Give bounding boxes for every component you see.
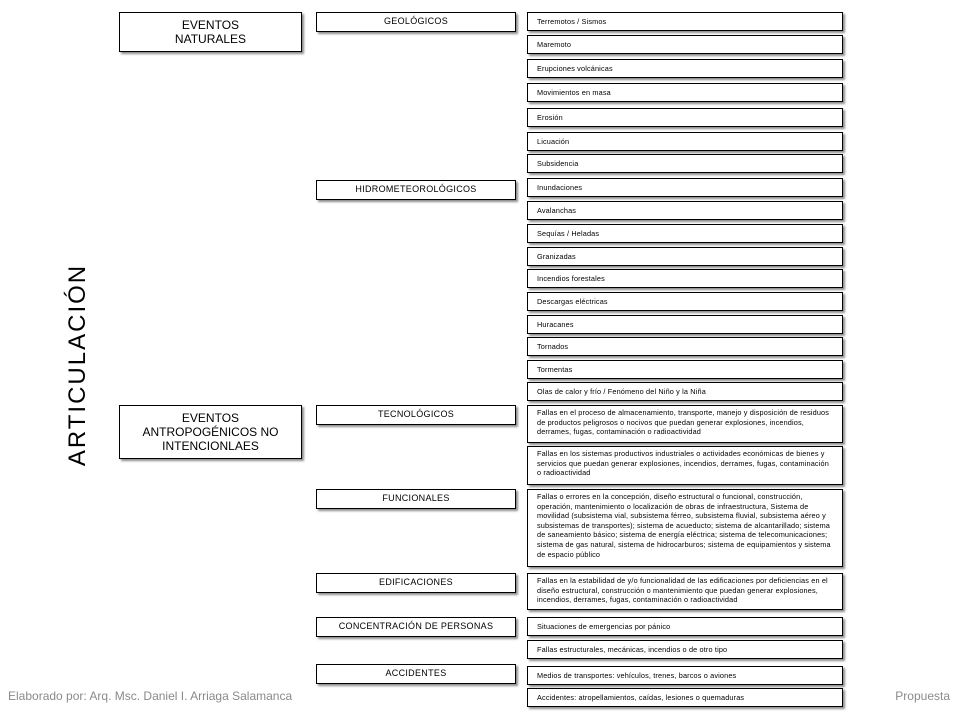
category-natural [119,12,302,52]
list-item: Fallas en los sistemas productivos industriales o actividades económicas de bienes y servicios que puedan generar explosiones, incendios, derrames, fugas, contaminación o radioactividad [527,446,843,485]
list-item: Tormentas [527,360,843,379]
list-item: Avalanchas [527,201,843,220]
list-item: Erosión [527,108,843,127]
list-item: Terremotos / Sismos [527,12,843,31]
list-item: Fallas estructurales, mecánicas, incendios o de otro tipo [527,640,843,659]
list-item: Descargas eléctricas [527,292,843,311]
list-item: Medios de transportes: vehículos, trenes, barcos o aviones [527,666,843,685]
list-item: Movimientos en masa [527,83,843,102]
list-item: Fallas o errores en la concepción, diseño estructural o funcional, construcción, operación, mantenimiento o localización de obras de infraestructura, Sistema de movilidad (subsistema vial, subsistema férreo, subsistema fluvial, subsistema aéreo y subsistemas de transportes); sistema de acueducto; sistema de alcantarillado; sistema de saneamiento básico; sistema de energía eléctrica; sistema de telecomunicaciones; sistema de gas natural, sistema de hidrocarburos; sistema de equipamientos y sistema de espacio público [527,489,843,567]
author-credit: Elaborado por: Arq. Msc. Daniel I. Arriaga Salamanca [8,689,293,703]
list-item: Huracanes [527,315,843,334]
group-tecnologicos: TECNOLÓGICOS [316,405,516,425]
group-edificaciones: EDIFICACIONES [316,573,516,593]
list-item: Olas de calor y frío / Fenómeno del Niño y la Niña [527,382,843,401]
group-accidentes: ACCIDENTES [316,664,516,684]
list-item: Fallas en el proceso de almacenamiento, transporte, manejo y disposición de residuos de productos peligrosos o nocivos que puedan generar explosiones, incendios, derrames, fugas, contaminación o radioactividad [527,405,843,443]
list-item: Situaciones de emergencias por pánico [527,617,843,636]
proposal-label: Propuesta [895,689,950,703]
list-item: Sequías / Heladas [527,224,843,243]
category-anthropogenic [119,405,302,459]
category-natural-label: EVENTOS NATURALES [174,18,247,46]
group-hidrometeorologicos: HIDROMETEOROLÓGICOS [316,180,516,200]
list-item: Granizadas [527,247,843,266]
list-item: Fallas en la estabilidad de y/o funcionalidad de las edificaciones por deficiencias en el diseño estructural, construcción o mantenimiento que puedan generar explosiones, incendios, derrames, fugas, contaminación o radioactividad [527,573,843,610]
list-item: Inundaciones [527,178,843,197]
group-funcionales: FUNCIONALES [316,489,516,509]
list-item: Subsidencia [527,154,843,173]
category-anthropogenic-label: EVENTOS ANTROPOGÉNICOS NO INTENCIONLAES [142,411,279,453]
list-item: Accidentes: atropellamientos, caídas, lesiones o quemaduras [527,688,843,707]
list-item: Licuación [527,132,843,151]
group-concentracion: CONCENTRACIÓN DE PERSONAS [316,617,516,637]
side-title: ARTICULACIÓN [64,263,91,467]
list-item: Maremoto [527,35,843,54]
list-item: Incendios forestales [527,269,843,288]
list-item: Erupciones volcánicas [527,59,843,78]
group-geologicos: GEOLÓGICOS [316,12,516,32]
list-item: Tornados [527,337,843,356]
